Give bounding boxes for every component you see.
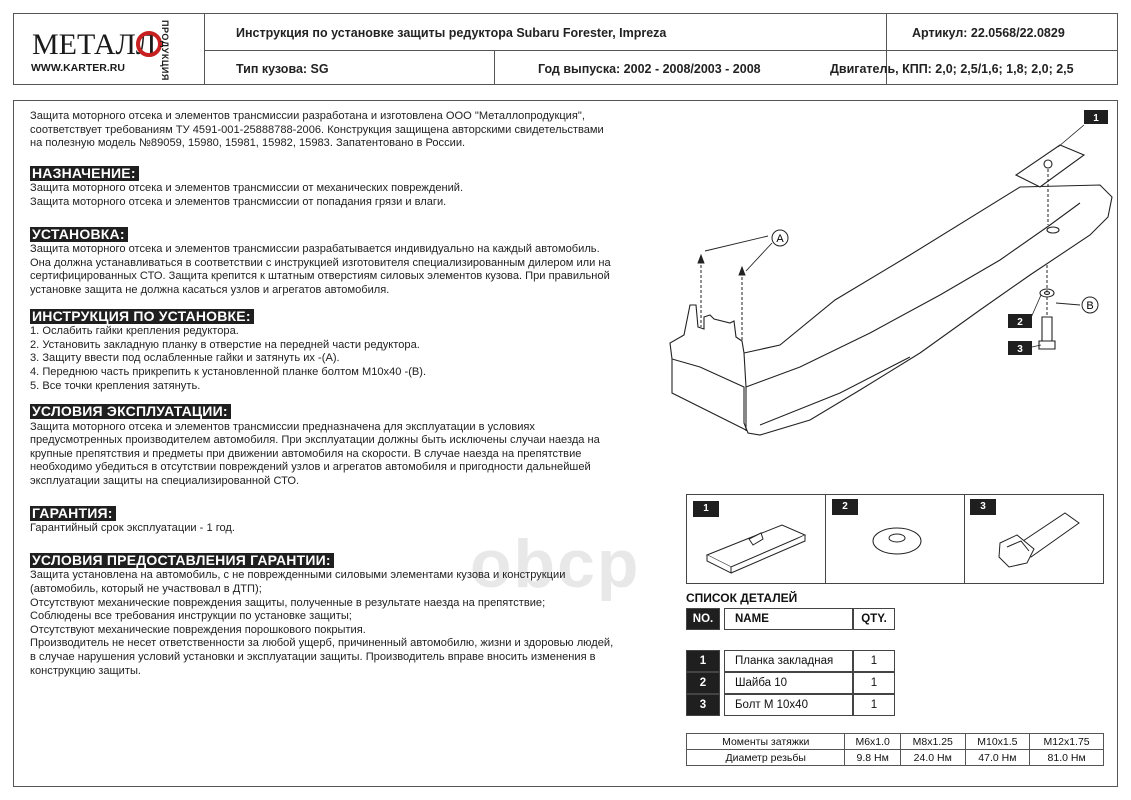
section-body-warranty-conditions: Защита установлена на автомобиль, с не поврежденными силовыми элементами кузова и конструкции (автомобиль, который не участвовал в ДТП); Отсутствуют механические повреждения защиты, полученные в результате наезда на препятствие; Соблюдены все требования инструкции по установке защиты; Отсутствуют механические повреждения порошкового покрытия. Производитель не несет ответственности за любой ущерб, причиненный автомобилю, жизни и здоровью людей, в случае нарушения условий установки и эксплуатации защиты. Производитель вправе вносить изменения в конструкцию защиты. [30, 569, 614, 677]
part-panel-number-1: 1 [693, 501, 719, 517]
text-column [30, 110, 658, 678]
parts-header-row [686, 608, 895, 630]
parts-list-title: СПИСОК ДЕТАЛЕЙ [686, 591, 798, 605]
parts-table [686, 608, 895, 716]
watermark: obcp [470, 526, 641, 602]
section-body-instructions: 1. Ослабить гайки крепления редуктора. 2. Установить закладную планку в отверстие на передней части редуктора. 3. Защиту ввести под ослабленные гайки и затянуть их -(А). 4. Переднюю часть прикрепить к установленной планке болтом М10х40 -(В). 5. Все точки крепления затянуть. [30, 325, 427, 392]
body-type: Тип кузова: SG [236, 62, 329, 76]
section-title-warranty-conditions: УСЛОВИЯ ПРЕДОСТАВЛЕНИЯ ГАРАНТИИ: [30, 553, 334, 568]
callout-2: 2 [1017, 317, 1023, 328]
header-no: NO. [686, 608, 720, 630]
section-body-conditions: Защита моторного отсека и элементов трансмиссии предназначена для эксплуатации в условиях предусмотренных производителем автомобиля. При эксплуатации должны быть исключены случаи наезда на крупные препятствия и предметы при движении автомобиля на скорости. В случае наезда на препятствие необходимо убедиться в отсутствии повреждений узлов и агрегатов автомобиля и пригодности дальнейшей эксплуатации защиты на специализированной СТО. [30, 420, 600, 488]
part-panel-number-2: 2 [832, 499, 858, 515]
parts-images [686, 494, 1104, 584]
callout-a: A [776, 233, 784, 245]
article-number: Артикул: 22.0568/22.0829 [912, 26, 1065, 40]
logo-brand: МЕТАЛЛ [32, 28, 157, 61]
section-title-warranty: ГАРАНТИЯ: [30, 506, 116, 521]
section-title-purpose: НАЗНАЧЕНИЕ: [30, 166, 139, 181]
section-title-instructions: ИНСТРУКЦИЯ ПО УСТАНОВКЕ: [30, 309, 254, 324]
logo [14, 14, 205, 84]
part-panel-number-3: 3 [970, 499, 996, 515]
production-years: Год выпуска: 2002 - 2008/2003 - 2008 [538, 62, 761, 76]
callout-3: 3 [1017, 344, 1023, 355]
engine-gearbox: Двигатель, КПП: 2,0; 2,5/1,6; 1,8; 2,0; 2,5 [830, 62, 1074, 76]
header [13, 13, 1118, 85]
table-row: 3 Болт М 10х40 1 [686, 694, 895, 716]
table-row: 2 Шайба 10 1 [686, 672, 895, 694]
parts-drawings [687, 495, 1103, 583]
logo-url: WWW.KARTER.RU [31, 62, 125, 74]
torque-row-thread: Моменты затяжки М6х1.0 М8х1.25 М10х1.5 М12х1.75 [687, 734, 1104, 750]
callout-1: 1 [1093, 113, 1099, 124]
section-title-installation: УСТАНОВКА: [30, 227, 128, 242]
instruction-title: Инструкция по установке защиты редуктора Subaru Forester, Impreza [236, 26, 667, 40]
installation-diagram [660, 105, 1115, 450]
header-qty: QTY. [853, 608, 895, 630]
section-body-purpose: Защита моторного отсека и элементов трансмиссии от механических повреждений. Защита моторного отсека и элементов трансмиссии от попадания грязи и влаги. [30, 182, 464, 208]
header-name: NAME [724, 608, 853, 630]
table-row: 1 Планка закладная 1 [686, 650, 895, 672]
section-body-warranty: Гарантийный срок эксплуатации - 1 год. [30, 522, 235, 535]
section-title-conditions: УСЛОВИЯ ЭКСПЛУАТАЦИИ: [30, 404, 231, 419]
callout-b: B [1086, 300, 1094, 312]
logo-vertical-text: ПРОДУКЦИЯ [160, 20, 170, 81]
torque-table [686, 733, 1104, 766]
logo-ring-icon [135, 28, 163, 60]
section-body-installation: Защита моторного отсека и элементов трансмиссии разрабатывается индивидуально на каждый автомобиль. Она должна устанавливаться в соответствии с инструкцией изготовителя специализированным дилером или на сертифицированных СТО. Защита крепится к штатным отверстиям силовых элементов кузова. При правильной установке защита не должна касаться узлов и агрегатов автомобиля. [30, 243, 611, 296]
intro-text: Защита моторного отсека и элементов трансмиссии разработана и изготовлена ООО "Металлопродукция", соответствует требованиям ТУ 4591-001-25888788-2006. Конструкция защищена авторскими свидетельствами на полезную модель №89059, 15980, 15981, 15982, 15983. Запатентовано в России. [30, 110, 604, 150]
torque-row-moment: Диаметр резьбы 9.8 Нм 24.0 Нм 47.0 Нм 81.0 Нм [687, 750, 1104, 766]
